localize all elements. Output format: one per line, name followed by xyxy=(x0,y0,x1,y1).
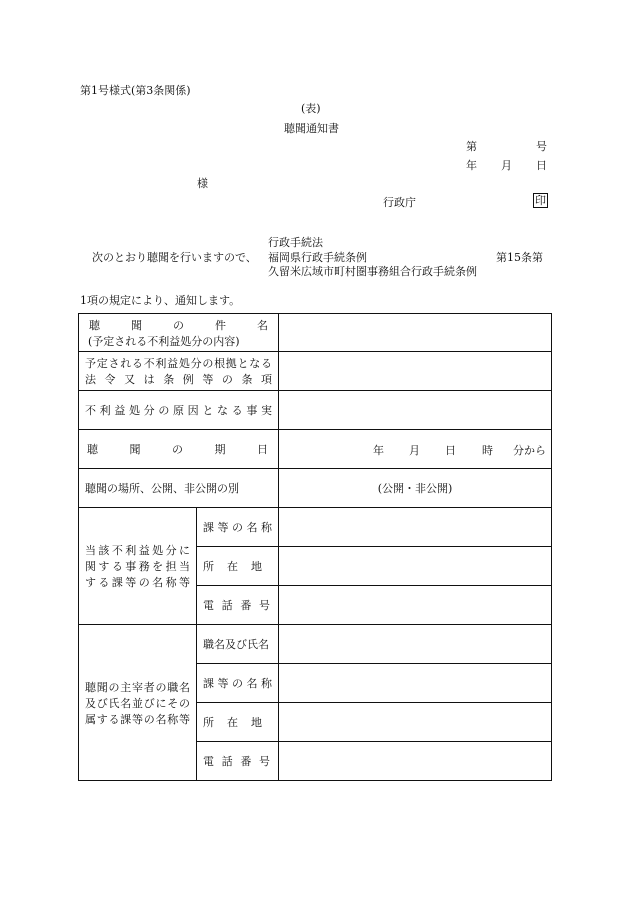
basis-value[interactable] xyxy=(279,352,552,391)
law-option-3: 久留米広域市町村圏事務組合行政手続条例 xyxy=(268,265,477,278)
chair-title-value[interactable] xyxy=(279,625,552,664)
subject-label: 聴聞の件名 (予定される不利益処分の内容) xyxy=(79,314,279,352)
cause-value[interactable] xyxy=(279,391,552,430)
recipient-honorific: 様 xyxy=(197,177,208,190)
dept-address-label: 所在地 xyxy=(197,547,279,586)
chair-phone-value[interactable] xyxy=(279,742,552,781)
document-title: 聴聞通知書 xyxy=(284,122,339,135)
row-chair-title xyxy=(79,625,552,664)
chair-address-label: 所在地 xyxy=(197,703,279,742)
article-text: 第15条第 xyxy=(496,251,543,264)
form-number: 第1号様式(第3条関係) xyxy=(80,84,191,97)
row-dept-name xyxy=(79,508,552,547)
date-year-label: 年 xyxy=(373,444,384,457)
side-indicator: (表) xyxy=(301,102,321,115)
subject-value[interactable] xyxy=(279,314,552,352)
basis-label: 予定される不利益処分の根拠となる 法令又は条例等の条項 xyxy=(79,352,279,391)
chair-group-label: 聴聞の主宰者の職名 及び氏名並びにその 属する課等の名称等 xyxy=(79,625,197,781)
public-option[interactable]: (公開・非公開) xyxy=(279,469,552,508)
chair-dept-label: 課等の名称 xyxy=(197,664,279,703)
row-subject xyxy=(79,314,552,352)
date-value[interactable] xyxy=(279,430,552,469)
number-suffix: 号 xyxy=(536,140,547,153)
date-month-label: 月 xyxy=(409,444,420,457)
chair-phone-label: 電話番号 xyxy=(197,742,279,781)
law-option-2: 福岡県行政手続条例 xyxy=(268,251,367,264)
chair-address-value[interactable] xyxy=(279,703,552,742)
dept-name-label: 課等の名称 xyxy=(197,508,279,547)
dept-phone-label: 電話番号 xyxy=(197,586,279,625)
date-label: 聴聞の期日 xyxy=(79,430,279,469)
dept-name-value[interactable] xyxy=(279,508,552,547)
date-minute-label: 分から xyxy=(513,444,546,457)
seal-mark: 印 xyxy=(535,194,546,207)
chair-title-label: 職名及び氏名 xyxy=(197,625,279,664)
row-cause xyxy=(79,391,552,430)
agency-label: 行政庁 xyxy=(383,196,416,209)
date-day-label: 日 xyxy=(445,444,456,457)
row-date xyxy=(79,430,552,469)
number-prefix: 第 xyxy=(466,140,477,153)
place-label: 聴聞の場所、公開、非公開の別 xyxy=(79,469,279,508)
row-basis xyxy=(79,352,552,391)
hearing-notice-table xyxy=(78,313,552,781)
continuation-text: 1項の規定により、通知します。 xyxy=(80,294,241,307)
dept-phone-value[interactable] xyxy=(279,586,552,625)
lead-text: 次のとおり聴聞を行いますので、 xyxy=(92,251,257,264)
row-place xyxy=(79,469,552,508)
date-month: 月 xyxy=(501,159,512,172)
law-option-1: 行政手続法 xyxy=(268,236,323,249)
date-year: 年 xyxy=(466,159,477,172)
dept-group-label: 当該不利益処分に 関する事務を担当 する課等の名称等 xyxy=(79,508,197,625)
dept-address-value[interactable] xyxy=(279,547,552,586)
chair-dept-value[interactable] xyxy=(279,664,552,703)
date-hour-label: 時 xyxy=(482,444,493,457)
date-day: 日 xyxy=(536,159,547,172)
cause-label: 不利益処分の原因となる事実 xyxy=(79,391,279,430)
